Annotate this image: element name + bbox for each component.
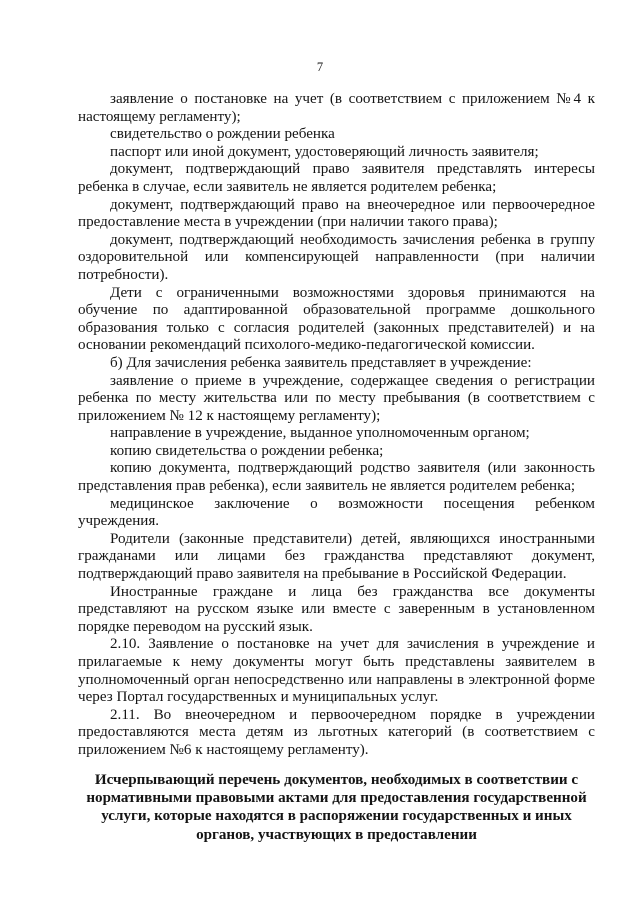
paragraph-foreign-children: Родители (законные представители) детей, являющихся иностранными гражданами или лицами без гражданства представляют документ, подтверждающий право заявителя на пребывание в Российской Федерации. <box>78 530 595 583</box>
paragraph-disabilities: Дети с ограниченными возможностями здоровья принимаются на обучение по адаптированной образовательной программе дошкольного образования только с согласия родителей (законных представителей) и на основании рекомендаций психолого-медико-педагогической комиссии. <box>78 284 595 354</box>
paragraph-special-group: документ, подтверждающий необходимость зачисления ребенка в группу оздоровительной или компенсирующей направленности (при наличии потребности). <box>78 231 595 283</box>
paragraph-representation-right: документ, подтверждающий право заявителя представлять интересы ребенка в случае, если заявитель не является родителем ребенка; <box>78 161 595 195</box>
paragraph-referral: направление в учреждение, выданное уполномоченным органом; <box>110 425 530 442</box>
paragraph-medical-report: медицинское заключение о возможности посещения ребенком учреждения. <box>78 495 595 530</box>
paragraph-section-2-10: 2.10. Заявление о постановке на учет для зачисления в учреждение и прилагаемые к нему документы могут быть представлены заявителем в уполномоченный орган непосредственно или направлены в электронной форме через Портал государственных и муниципальных услуг. <box>78 636 595 706</box>
section-heading: Исчерпывающий перечень документов, необходимых в соответствии с нормативными правовыми актами для предоставления государственной услуги, которые находятся в распоряжении государственных и иных органов, участвующих в предоставлении <box>86 772 587 843</box>
document-body <box>78 91 595 760</box>
paragraph-admission-application: заявление о приеме в учреждение, содержащее сведения о регистрации ребенка по месту жительства или по месту пребывания (в соответствием с приложением № 12 к настоящему регламенту); <box>78 372 595 424</box>
paragraph-kinship-document: копию документа, подтверждающий родство заявителя (или законность представления прав ребенка), если заявитель не является родителем ребенка; <box>78 460 595 495</box>
paragraph-priority-right: документ, подтверждающий право на внеочередное или первоочередное предоставление места в учреждении (при наличии такого права); <box>78 196 595 231</box>
paragraph-foreign-documents: Иностранные граждане и лица без гражданства все документы представляют на русском языке или вместе с заверенным в установленном порядке переводом на русский язык. <box>78 583 595 635</box>
paragraph-section-2-11: 2.11. Во внеочередном и первоочередном порядке в учреждении предоставляются места детям из льготных категорий (в соответствием с приложением №6 к настоящему регламенту). <box>78 706 595 758</box>
paragraph-passport: паспорт или иной документ, удостоверяющий личность заявителя; <box>110 143 539 160</box>
paragraph-application-registration: заявление о постановке на учет (в соответствием с приложением №4 к настоящему регламенту); <box>78 91 595 125</box>
paragraph-enrollment-intro: б) Для зачисления ребенка заявитель представляет в учреждение: <box>110 354 532 371</box>
paragraph-birth-certificate: свидетельство о рождении ребенка <box>110 126 335 143</box>
paragraph-birth-certificate-copy: копию свидетельства о рождении ребенка; <box>110 442 384 459</box>
page-number: 7 <box>316 60 324 74</box>
